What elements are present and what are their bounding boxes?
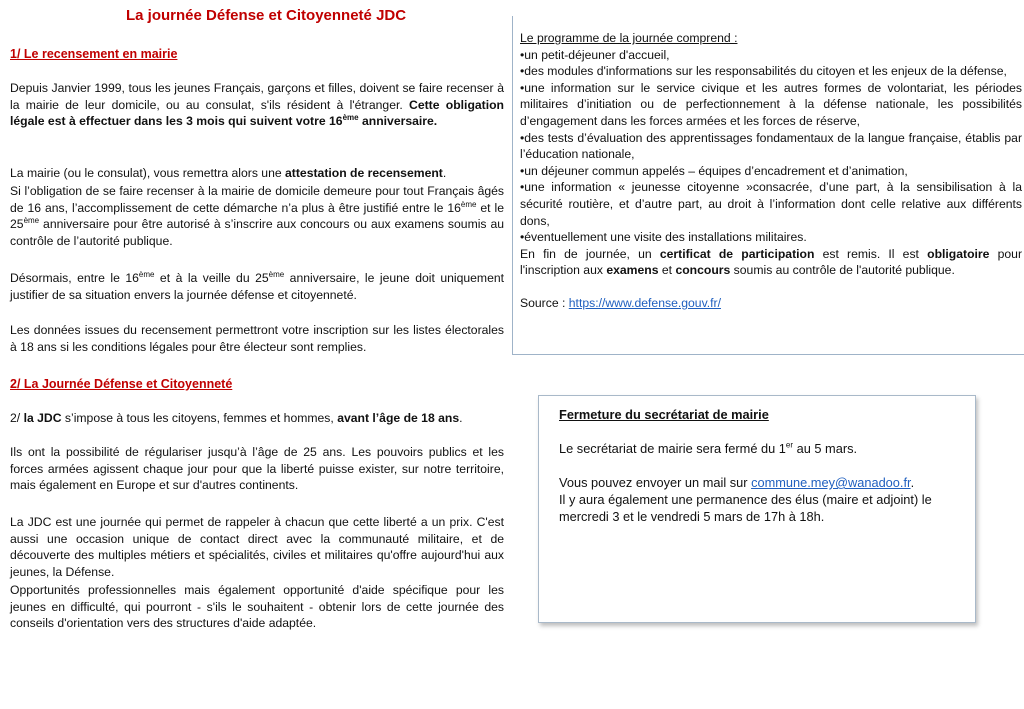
programme-heading: Le programme de la journée comprend : xyxy=(520,31,738,45)
section1-paragraph3 xyxy=(10,183,504,249)
text: certificat de participation xyxy=(659,246,815,261)
text: er xyxy=(785,440,794,450)
section2-paragraph2: Ils ont la possibilité de régulariser jusqu’à l’âge de 25 ans. Les pouvoirs publics et les forces armées agissent chaque jour pour que la liberté puisse exister, sur notre territoire, mais également en Europe et sur d'autres continents. xyxy=(10,445,504,493)
text: Cette obligation légale est à effectuer dans les 3 mois qui suivent votre 16 xyxy=(10,97,504,129)
programme-item: •des modules d'informations sur les responsabilités du citoyen et les enjeux de la défense, xyxy=(520,64,1007,79)
section2-paragraph3: La JDC est une journée qui permet de rappeler à chacun que cette liberté a un prix. C'est aussi une occasion unique de contact direct avec la communauté militaire, et de découverte des multiples métiers et spécialités, civiles et militaires qu'offre aujourd'hui aux jeunes, la Défense. xyxy=(10,515,504,579)
text: ème xyxy=(268,269,285,279)
section2-heading: 2/ La Journée Défense et Citoyenneté xyxy=(10,377,233,391)
section1-paragraph1 xyxy=(10,80,504,130)
text: concours xyxy=(675,263,731,278)
notice-closure-line xyxy=(559,440,963,457)
text: pour l'inscription aux xyxy=(520,246,1023,278)
text: . xyxy=(459,411,463,425)
programme-item: •un déjeuner commun appelés – équipes d’encadrement et d’animation, xyxy=(520,163,908,178)
section2-paragraph4: Opportunités professionnelles mais également opportunité d'aide spécifique pour les jeunes en difficulté, qui pourront - s'ils le souhaitent - obtenir lors de cette journée des conseils d'orientation vers des structures d'aide adaptée. xyxy=(10,583,504,631)
section1-paragraph5: Les données issues du recensement permettront votre inscription sur les listes électorales à 18 ans si les conditions légales pour être électeur sont remplies. xyxy=(10,323,504,354)
programme-item: •une information sur le service civique et les autres formes de volontariat, les périodes militaires d’initiation ou de perfectionnement à la défense nationale, les possibilités d’engagement dans les forces armées et les forces de réserve, xyxy=(520,80,1022,128)
text: et à la veille du 25 xyxy=(154,271,269,285)
programme-conclusion xyxy=(520,246,1022,279)
text: En fin de journée, un xyxy=(520,246,660,261)
text: Désormais, entre le 16 xyxy=(10,271,139,285)
text: La mairie (ou le consulat), vous remettra alors une xyxy=(10,166,286,180)
text: ème xyxy=(460,199,477,209)
notice-heading: Fermeture du secrétariat de mairie xyxy=(559,407,769,422)
text: ème xyxy=(342,113,359,123)
text: s’impose à tous les citoyens, femmes et hommes, xyxy=(61,411,338,425)
text: ème xyxy=(138,269,155,279)
text: Le secrétariat de mairie sera fermé du 1 xyxy=(559,441,786,456)
programme-item: •un petit-déjeuner d'accueil, xyxy=(520,47,670,62)
text: et le 25 xyxy=(10,200,504,232)
source-label: Source : xyxy=(520,295,569,310)
text: anniversaire. xyxy=(358,114,438,129)
text: ème xyxy=(23,216,40,226)
source-line xyxy=(520,295,1022,312)
page-title: La journée Défense et Citoyenneté JDC xyxy=(126,7,407,24)
section1-paragraph4 xyxy=(10,270,504,303)
email-link[interactable]: commune.mey@wanadoo.fr xyxy=(751,475,911,490)
text: Vous pouvez envoyer un mail sur xyxy=(559,475,752,490)
text: anniversaire, le jeune doit uniquement justifier de sa situation envers la journée défense et citoyenneté. xyxy=(10,271,505,302)
text: obligatoire xyxy=(927,246,990,261)
section1-heading: 1/ Le recensement en mairie xyxy=(10,47,178,61)
programme-block xyxy=(520,30,1022,312)
programme-item: •éventuellement une visite des installations militaires. xyxy=(520,230,807,245)
text: Si l’obligation de se faire recenser à la mairie de domicile demeure pour tout Français âgés de 16 ans, l’accomplissement de cette démarche n’a plus à être justifié entre le 16 xyxy=(10,184,504,215)
text: attestation de recensement xyxy=(285,166,443,180)
text: au 5 mars. xyxy=(793,441,858,456)
text: et xyxy=(658,263,676,278)
programme-item: •des tests d’évaluation des apprentissages fondamentaux de la langue française, établis par l’éducation nationale, xyxy=(520,130,1022,162)
text: Depuis Janvier 1999, tous les jeunes Français, garçons et filles, doivent se faire recenser à la mairie de leur domicile, ou au consulat, s'ils résident à l'étranger. xyxy=(10,81,504,112)
text: examens xyxy=(606,263,659,278)
programme-item: •une information « jeunesse citoyenne »consacrée, d’une part, à la sensibilisation à la sécurité routière, et d’autre part, au droit à l’information dont celle relative aux différents dons, xyxy=(520,180,1022,228)
text: la JDC xyxy=(23,411,62,425)
text: 2/ xyxy=(10,411,24,425)
notice-permanence-line: Il y aura également une permanence des élus (maire et adjoint) le mercredi 3 et le vendredi 5 mars de 17h à 18h. xyxy=(559,492,932,524)
text: . xyxy=(442,166,447,180)
section2-paragraph1 xyxy=(10,410,504,427)
text: anniversaire pour être autorisé à s’inscrire aux concours ou aux examens soumis au contrôle de l’autorité publique. xyxy=(10,217,504,248)
text: avant l’âge de 18 ans xyxy=(337,411,460,425)
section1-paragraph2 xyxy=(10,165,504,182)
text: . xyxy=(910,475,915,490)
vertical-divider xyxy=(512,16,513,354)
source-link[interactable]: https://www.defense.gouv.fr/ xyxy=(568,295,721,310)
text: est remis. Il est xyxy=(814,246,928,261)
notice-box xyxy=(538,395,976,623)
horizontal-divider xyxy=(512,354,1024,355)
text: soumis au contrôle de l'autorité publique. xyxy=(730,263,955,278)
notice-email-line xyxy=(559,474,963,491)
